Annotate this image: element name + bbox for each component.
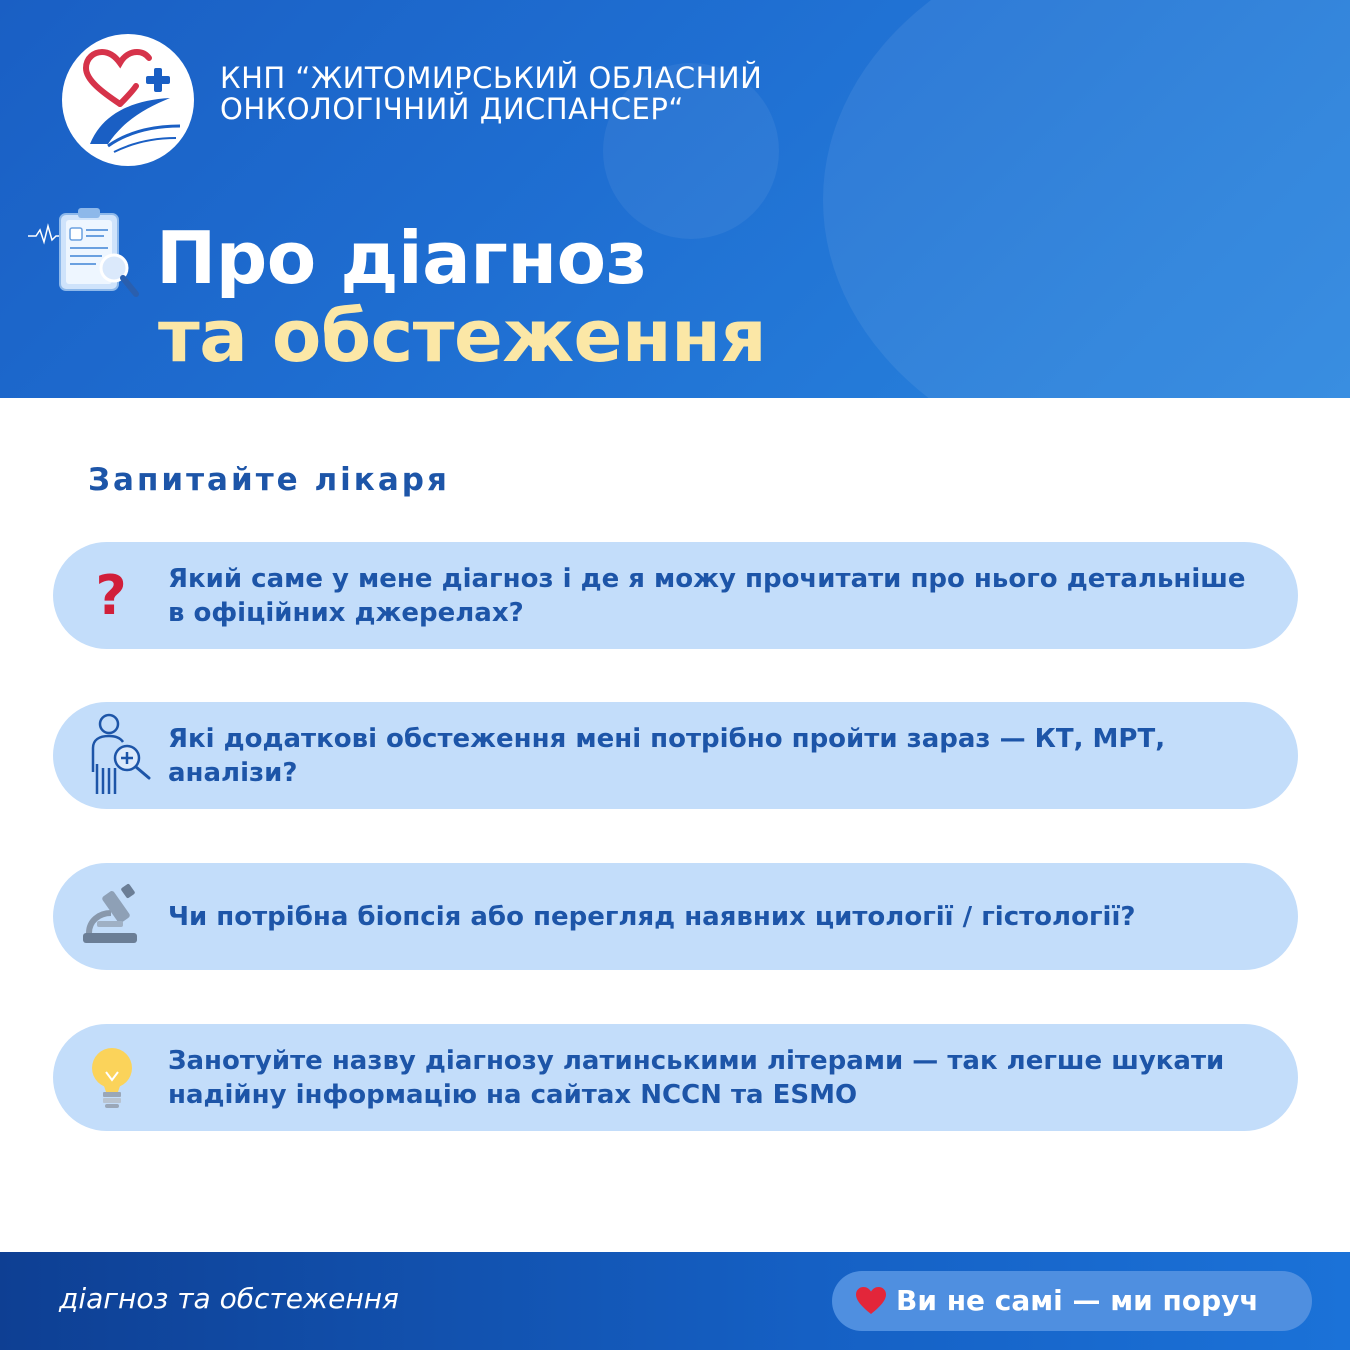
microscope-icon [79, 863, 149, 970]
card-text: Який саме у мене діагноз і де я можу прочитати про нього детальніше в офіційних джерелах? [168, 563, 1246, 628]
question-card-biopsy [53, 863, 1298, 970]
page-title-line2: та обстеження [158, 294, 767, 378]
organization-name [220, 63, 762, 125]
organization-name-line1: КНП “ЖИТОМИРСЬКИЙ ОБЛАСНИЙ [220, 61, 763, 95]
question-mark-icon [79, 542, 149, 649]
lightbulb-icon [79, 1024, 149, 1131]
footer-bar [0, 1252, 1350, 1350]
heart-icon [855, 1286, 887, 1316]
support-badge [832, 1271, 1312, 1331]
card-text: Занотуйте назву діагнозу латинськими літерами — так легше шукати надійну інформацію на сайтах NCCN та ESMO [168, 1045, 1225, 1110]
heart-cross-logo-icon [62, 34, 194, 166]
section-heading: Запитайте лікаря [88, 462, 450, 498]
tip-card-latin-name [53, 1024, 1298, 1131]
card-text: Чи потрібна біопсія або перегляд наявних цитології / гістології? [168, 901, 1136, 932]
question-card-diagnosis [53, 542, 1298, 649]
support-badge-text: Ви не самі — ми поруч [896, 1284, 1259, 1317]
header-banner [0, 0, 1350, 398]
card-text: Які додаткові обстеження мені потрібно пройти зараз — КТ, МРТ, аналізи? [168, 723, 1166, 788]
clipboard-magnifier-icon [26, 206, 146, 310]
page-title-line1: Про діагноз [156, 216, 647, 300]
organization-logo [62, 34, 194, 166]
footer-caption: діагноз та обстеження [59, 1282, 399, 1315]
person-magnifier-icon [79, 702, 149, 809]
decorative-circle [823, 0, 1350, 398]
organization-name-line2: ОНКОЛОГІЧНИЙ ДИСПАНСЕР“ [220, 92, 684, 126]
question-card-examinations [53, 702, 1298, 809]
svg-text:?: ? [95, 564, 127, 627]
